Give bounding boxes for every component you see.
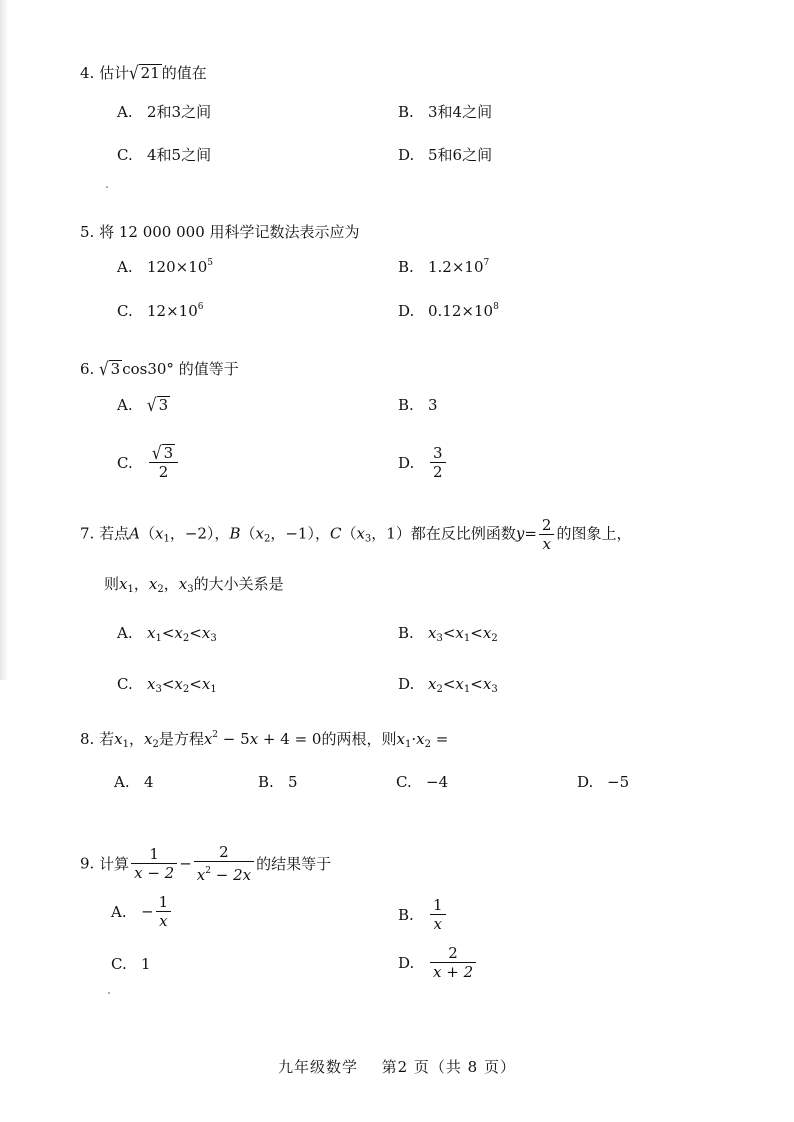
question-7-stem: 7. 若点$A(x_1$，−2），$B(x_2$，−1），$C(x_3$，1）都在反比例函数y= $\frac{2}{x}$ 的图象上， <box>80 516 632 553</box>
question-7-stem-line2: 则$x_1$，$x_2$，$x_3$的大小关系是 <box>104 575 284 595</box>
footer-subject: 九年级数学 <box>278 1058 359 1076</box>
q7-option-d: D. $x_2<x_1<x_3$ <box>398 675 498 695</box>
q8-option-d: D. −5 <box>577 773 630 791</box>
q6-option-b: B. 3 <box>398 396 438 414</box>
q5-option-b: B. $1.2\times 10^7$ <box>398 258 490 276</box>
question-6-stem: 6. √ 3 cos30° 的值等于 <box>80 358 239 380</box>
fraction: $\frac{1}{x - 2}$ <box>131 845 177 882</box>
q8-option-c: C. −4 <box>396 773 449 791</box>
fraction: $\frac{3}{2}$ <box>430 444 446 481</box>
q5-option-a: A. $120\times 10^5$ <box>117 258 214 276</box>
footer-page-number: 第2 页（共 8 页） <box>381 1058 516 1076</box>
question-9-stem: 9. 计算 $\frac{1}{x - 2}$ − $\frac{2}{x^2 - 2x}$ 的结果等于 <box>80 843 332 884</box>
sqrt-3: √ 3 <box>99 358 121 380</box>
fraction: $\frac{2}{x}$ <box>539 516 555 553</box>
q7-option-b: B. $x_3<x_1<x_2$ <box>398 624 498 644</box>
q9-option-a: A. − $\frac{1}{x}$ <box>111 893 173 930</box>
q9-option-d: D. $\frac{2}{x + 2}$ <box>398 944 478 981</box>
q5-option-d: D. $0.12\times 10^8$ <box>398 302 499 320</box>
q9-option-b: B. $\frac{1}{x}$ <box>398 896 448 933</box>
q9-option-c: C. 1 <box>111 955 151 973</box>
q6-option-a: A. √ 3 <box>117 394 169 416</box>
page-footer <box>0 1056 794 1077</box>
scan-shadow <box>0 0 8 680</box>
sqrt-3: √ 3 <box>152 442 174 464</box>
q8-option-a: A. 4 <box>114 773 154 791</box>
q4-option-c: C. 4和5之间 <box>117 146 212 164</box>
q7-option-c: C. $x_3<x_2<x_1$ <box>117 675 217 695</box>
sqrt-3: √ 3 <box>147 394 169 416</box>
question-5-stem: 5. 将 12 000 000 用科学记数法表示应为 <box>80 223 360 241</box>
q5-option-c: C. $12\times 10^6$ <box>117 302 204 320</box>
scan-speck <box>106 186 108 188</box>
q6-option-c: C. $\frac{√ 3}{2}$ <box>117 444 180 481</box>
fraction: $\frac{1}{x}$ <box>430 896 446 933</box>
fraction: $\frac{2}{x^2 - 2x}$ <box>194 843 254 884</box>
fraction: $\frac{√ 3}{2}$ <box>149 444 178 481</box>
q4-option-d: D. 5和6之间 <box>398 146 493 164</box>
sqrt-21: √ 21 <box>129 62 160 84</box>
fraction: $\frac{1}{x}$ <box>156 893 172 930</box>
q7-option-a: A. $x_1<x_2<x_3$ <box>117 624 217 644</box>
q4-option-a: A. 2和3之间 <box>117 103 212 121</box>
fraction: $\frac{2}{x + 2}$ <box>430 944 476 981</box>
q4-option-b: B. 3和4之间 <box>398 103 493 121</box>
q6-option-d: D. $\frac{3}{2}$ <box>398 444 448 481</box>
scan-speck <box>108 992 110 994</box>
q8-option-b: B. 5 <box>258 773 298 791</box>
question-4-stem: 4. 估计√ 21 的值在 <box>80 62 207 84</box>
question-8-stem: 8. 若$x_1$，$x_2$是方程$x^2 - 5x + 4 = 0$的两根，则$x_1\cdot x_2$ = <box>80 730 449 750</box>
